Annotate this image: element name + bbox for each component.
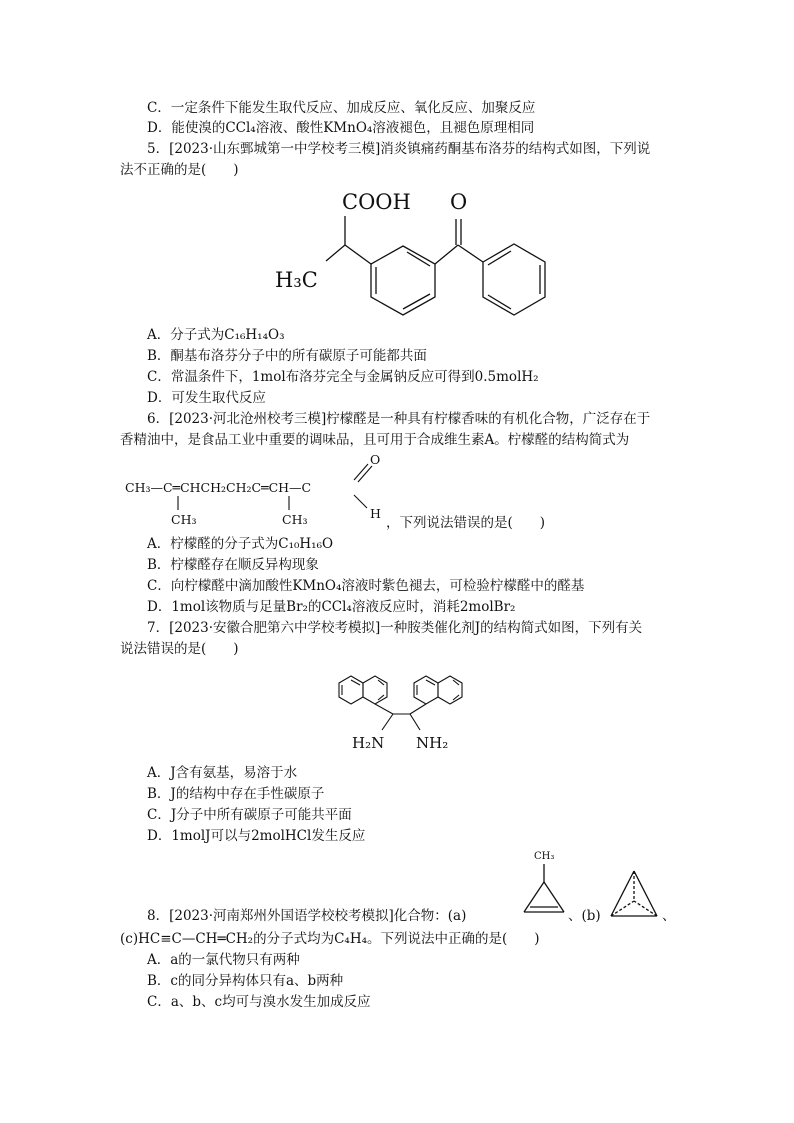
q8-stem-mid: 、(b) bbox=[568, 908, 601, 924]
ketone-oxygen-label: O bbox=[450, 190, 468, 214]
q6-stem-tail: ，下列说法错误的是( ) bbox=[386, 515, 546, 531]
cooh-label: COOH bbox=[342, 190, 411, 214]
h3c-label: H₃C bbox=[275, 268, 318, 292]
q5-stem-line2: 法不正确的是( ) bbox=[120, 162, 239, 178]
q6-option-a: A．柠檬醛的分子式为C₁₀H₁₆O bbox=[147, 536, 334, 552]
q5-option-c: C．常温条件下，1mol布洛芬完全与金属钠反应可得到0.5molH₂ bbox=[147, 369, 539, 385]
citral-bonds bbox=[120, 450, 400, 530]
nh2-label: NH₂ bbox=[416, 734, 449, 752]
q5-option-d: D．可发生取代反应 bbox=[147, 390, 266, 406]
methylcyclopropene-structure bbox=[520, 860, 570, 920]
tetrahedrane-structure bbox=[608, 868, 660, 923]
methylcyclopropene-ch3: CH₃ bbox=[534, 851, 555, 862]
q5-stem-line1: 5．[2023·山东鄄城第一中学校考三模]消炎镇痛药酮基布洛芬的结构式如图，下列说 bbox=[147, 141, 651, 157]
q7-option-a: A．J含有氨基，易溶于水 bbox=[147, 765, 298, 781]
citral-ch3-left: CH₃ bbox=[171, 512, 197, 527]
q8-option-c: C．a、b、c均可与溴水发生加成反应 bbox=[147, 994, 371, 1010]
diamine-catalyst-structure bbox=[330, 668, 490, 756]
q6-option-c: C．向柠檬醛中滴加酸性KMnO₄溶液时紫色褪去，可检验柠檬醛中的醛基 bbox=[147, 578, 585, 594]
q5-option-b: B．酮基布洛芬分子中的所有碳原子可能都共面 bbox=[147, 348, 427, 364]
q6-option-b: B．柠檬醛存在顺反异构现象 bbox=[147, 557, 319, 573]
q7-stem-line1: 7．[2023·安徽合肥第六中学校考模拟]一种胺类催化剂J的结构简式如图，下列有关 bbox=[147, 620, 643, 636]
q8-stem-line1: 8．[2023·河南郑州外国语学校校考模拟]化合物：(a) bbox=[147, 908, 467, 924]
q7-option-b: B．J的结构中存在手性碳原子 bbox=[147, 786, 325, 802]
q8-option-b: B．c的同分异构体只有a、b两种 bbox=[147, 973, 344, 989]
q8-stem-end: 、 bbox=[662, 908, 676, 924]
q4-option-c: C．一定条件下能发生取代反应、加成反应、氧化反应、加聚反应 bbox=[147, 100, 536, 116]
citral-formula-main: CH₃—C═CHCH₂CH₂C═CH—C bbox=[125, 480, 312, 495]
citral-oxygen: O bbox=[370, 452, 381, 467]
citral-hydrogen: H bbox=[370, 506, 381, 521]
ketoprofen-structure bbox=[270, 183, 570, 318]
q6-stem-line2: 香精油中，是食品工业中重要的调味品，且可用于合成维生素A。柠檬醛的结构简式为 bbox=[120, 432, 630, 448]
h2n-label: H₂N bbox=[352, 734, 385, 752]
q8-option-a: A．a的一氯代物只有两种 bbox=[147, 952, 300, 968]
q4-option-d: D．能使溴的CCl₄溶液、酸性KMnO₄溶液褪色，且褪色原理相同 bbox=[147, 120, 535, 136]
q8-stem-line2: (c)HC≡C—CH═CH₂的分子式均为C₄H₄。下列说法中正确的是( ) bbox=[120, 931, 540, 947]
q7-stem-line2: 说法错误的是( ) bbox=[120, 641, 239, 657]
q7-option-c: C．J分子中所有碳原子可能共平面 bbox=[147, 807, 352, 823]
citral-ch3-right: CH₃ bbox=[282, 512, 308, 527]
q5-option-a: A．分子式为C₁₆H₁₄O₃ bbox=[147, 327, 285, 343]
q6-stem-line1: 6．[2023·河北沧州校考三模]柠檬醛是一种具有柠檬香味的有机化合物，广泛存在于 bbox=[147, 411, 651, 427]
q6-option-d: D．1mol该物质与足量Br₂的CCl₄溶液反应时，消耗2molBr₂ bbox=[147, 599, 516, 615]
q7-option-d: D．1molJ可以与2molHCl发生反应 bbox=[147, 828, 366, 844]
